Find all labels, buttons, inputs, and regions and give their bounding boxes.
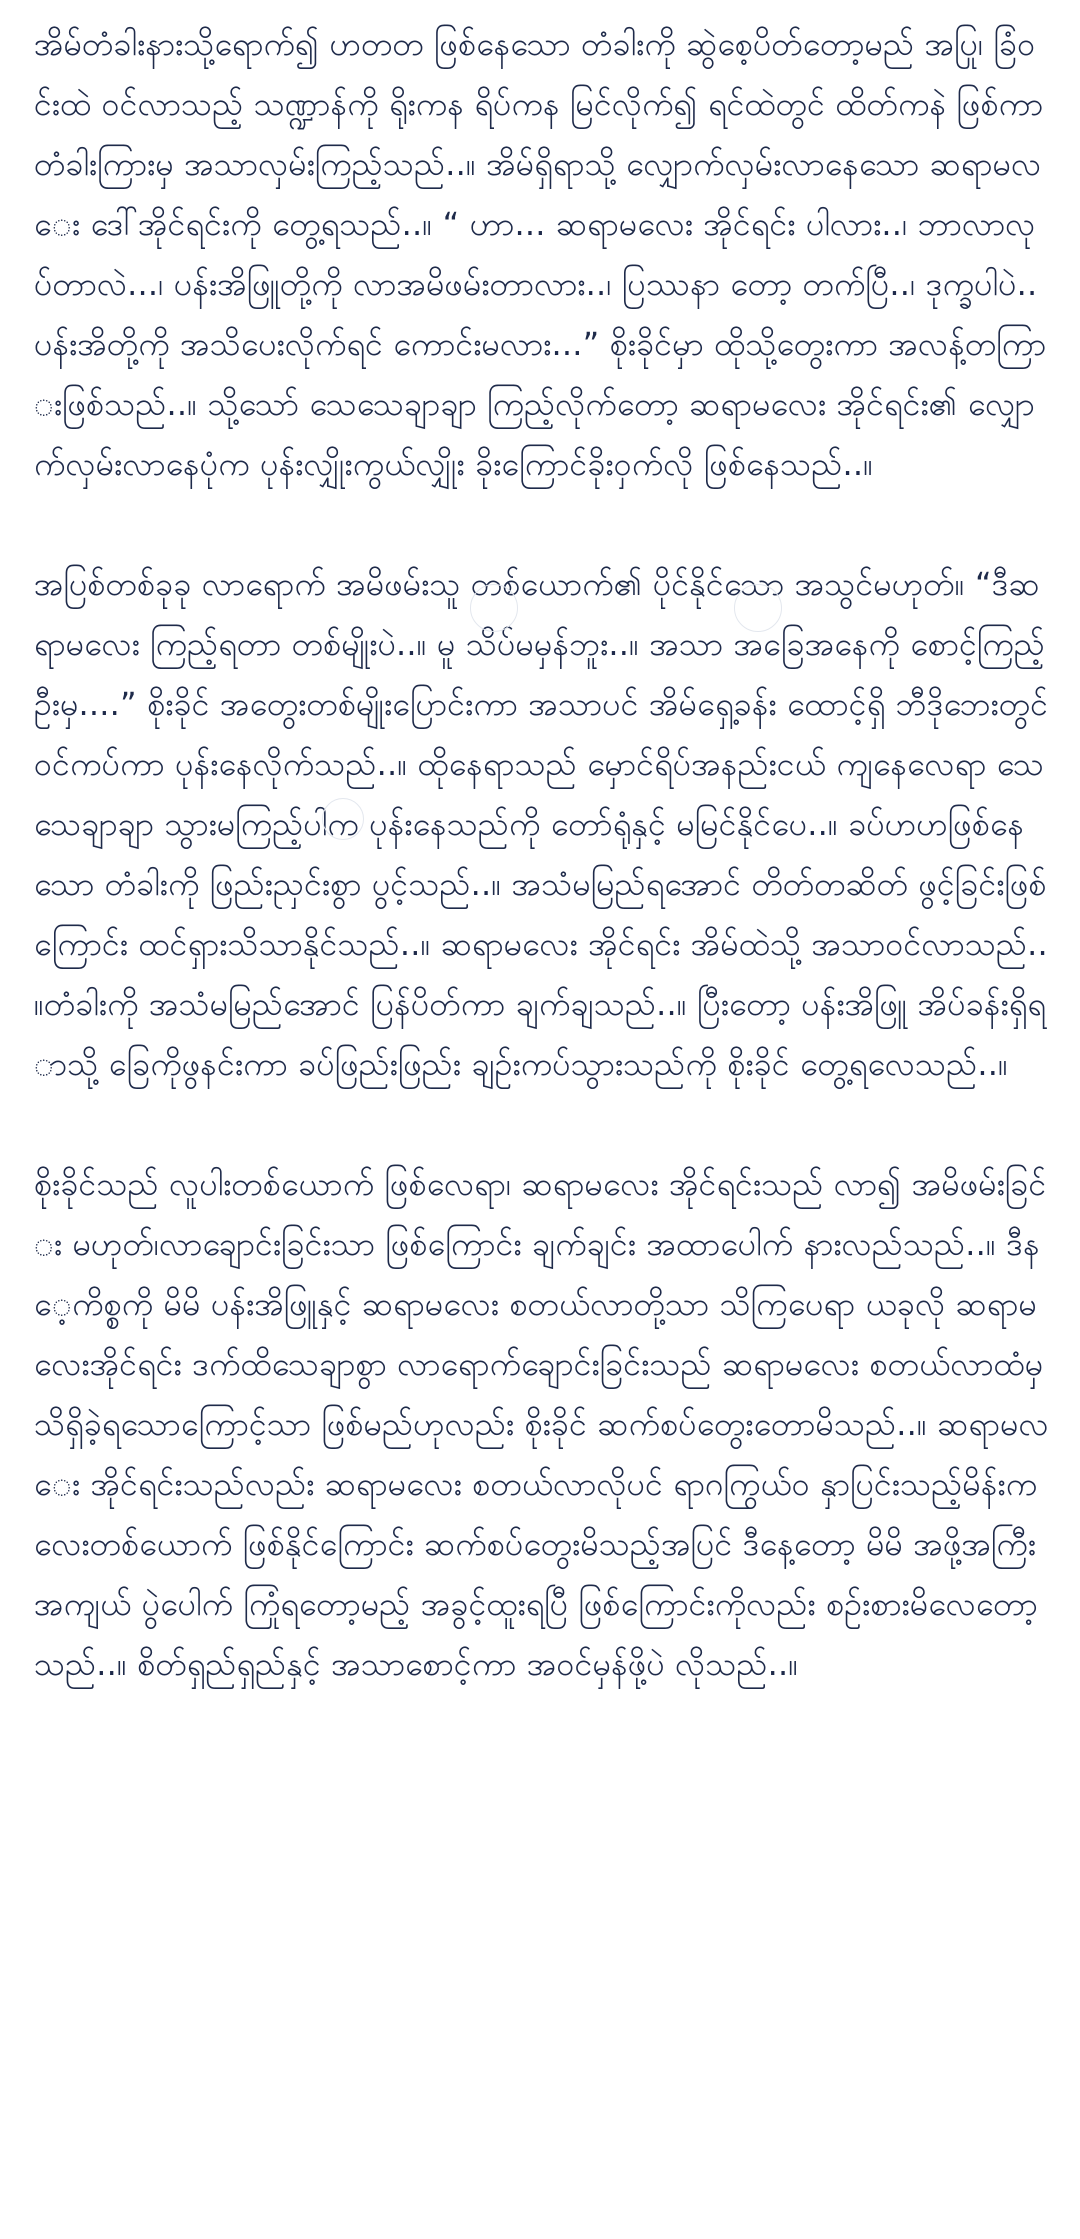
paragraph-3: စိုးခိုင်သည် လူပါးတစ်ယောက် ဖြစ်လေရာ၊ ဆရာမလေး အိုင်ရင်းသည် လာ၍ အမိဖမ်းခြင်း မဟုတ်၊လာချောင်းခြင်းသာ ဖြစ်ကြောင်း ချက်ချင်း အထာပေါက် နားလည်သည်..။ ဒီနေ့ကိစ္စကို မိမိ ပန်းအိဖြူနှင့် ဆရာမလေး စတယ်လာတို့သာ သိကြပေရာ ယခုလို ဆရာမလေးအိုင်ရင်း ဒက်ထိသေချာစွာ လာရောက်ချောင်းခြင်းသည် ဆရာမလေး စတယ်လာထံမှ သိရှိခဲ့ရသောကြောင့်သာ ဖြစ်မည်ဟုလည်း စိုးခိုင် ဆက်စပ်တွေးတောမိသည်..။ ဆရာမလေး အိုင်ရင်းသည်လည်း ဆရာမလေး စတယ်လာလိုပင် ရာဂကြွယ်ဝ နှာပြင်းသည့်မိန်းကလေးတစ်ယောက် ဖြစ်နိုင်ကြောင်း ဆက်စပ်တွေးမိသည့်အပြင် ဒီနေ့တော့ မိမိ အဖို့အကြီးအကျယ် ပွဲပေါက် ကြုံရတော့မည့် အခွင့်ထူးရပြီ ဖြစ်ကြောင်းကိုလည်း စဉ်းစားမိလေတော့သည်..။ စိတ်ရှည်ရှည်နှင့် အသာစောင့်ကာ အဝင်မှန်ဖို့ပဲ လိုသည်..။ (34, 1165, 1049, 1683)
paragraph-2: အပြစ်တစ်ခုခု လာရောက် အမိဖမ်းသူ တစ်ယောက်၏ ပိုင်နိုင်သော အသွင်မဟုတ်။ “ဒီဆရာမလေး ကြည့်ရတာ တစ်မျိုးပဲ..။ မူ သိပ်မမှန်ဘူး..။ အသာ အခြေအနေကို စောင့်ကြည့်ဦးမှ....” စိုးခိုင် အတွေးတစ်မျိုးပြောင်းကာ အသာပင် အိမ်ရှေ့ခန်း ထောင့်ရှိ ဘီဒိုဘေးတွင် ဝင်ကပ်ကာ ပုန်းနေလိုက်သည်..။ ထိုနေရာသည် မှောင်ရိပ်အနည်းငယ် ကျနေလေရာ သေသေချာချာ သွားမကြည့်ပါက ပုန်းနေသည်ကို တော်ရုံနှင့် မမြင်နိုင်ပေ..။ ခပ်ဟဟဖြစ်နေသော တံခါးကို ဖြည်းညှင်းစွာ ပွင့်သည်..။ အသံမမြည်ရအောင် တိတ်တဆိတ် ဖွင့်ခြင်းဖြစ်ကြောင်း ထင်ရှားသိသာနိုင်သည်..။ ဆရာမလေး အိုင်ရင်း အိမ်ထဲသို့ အသာဝင်လာသည်..။တံခါးကို အသံမမြည်အောင် ပြန်ပိတ်ကာ ချက်ချသည်..။ ပြီးတော့ ပန်းအိဖြူ အိပ်ခန်းရှိရာသို့ ခြေကိုဖွနင်းကာ ခပ်ဖြည်းဖြည်း ချဉ်းကပ်သွားသည်ကို စိုးခိုင် တွေ့ရလေသည်..။ (34, 565, 1049, 1083)
paragraph-1: အိမ်တံခါးနားသို့ရောက်၍ ဟတတ ဖြစ်နေသော တံခါးကို ဆွဲစေ့ပိတ်တော့မည် အပြု၊ ခြံဝင်းထဲ ဝင်လာသည့် သဏ္ဍာန်ကို ရိုးကန ရိပ်ကန မြင်လိုက်၍ ရင်ထဲတွင် ထိတ်ကနဲ ဖြစ်ကာ တံခါးကြားမှ အသာလှမ်းကြည့်သည်..။ အိမ်ရှိရာသို့ လျှောက်လှမ်းလာနေသော ဆရာမလေး ဒေါ်အိုင်ရင်းကို တွေ့ရသည်..။ “ ဟာ... ဆရာမလေး အိုင်ရင်း ပါလား..၊ ဘာလာလုပ်တာလဲ...၊ ပန်းအိဖြူတို့ကို လာအမိဖမ်းတာလား..၊ ပြဿနာ တော့ တက်ပြီ..၊ ဒုက္ခပါပဲ.. ပန်းအိတို့ကို အသိပေးလိုက်ရင် ကောင်းမလား...” စိုးခိုင်မှာ ထိုသို့တွေးကာ အလန့်တကြားဖြစ်သည်..။ သို့သော် သေသေချာချာ ကြည့်လိုက်တော့ ဆရာမလေး အိုင်ရင်း၏ လျှောက်လှမ်းလာနေပုံက ပုန်းလျှိုးကွယ်လျှိုး ခိုးကြောင်ခိုးဝှက်လို ဖြစ်နေသည်..။ (34, 25, 1047, 483)
